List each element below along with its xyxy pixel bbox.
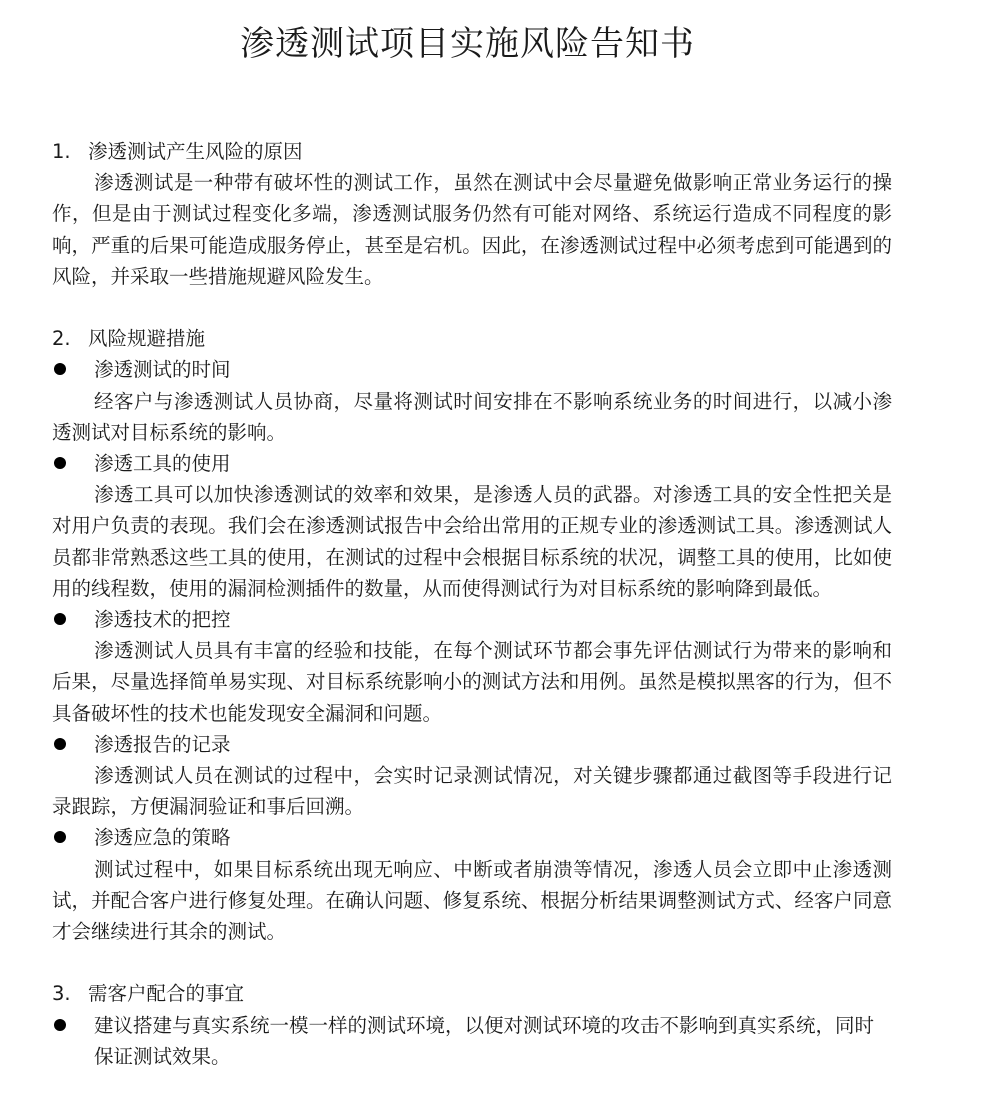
bullet-dot-icon bbox=[54, 363, 66, 375]
section-1-paragraph: 渗透测试是一种带有破坏性的测试工作，虽然在测试中会尽量避免做影响正常业务运行的操作，但是由于测试过程变化多端，渗透测试服务仍然有可能对网络、系统运行造成不同程度的影响，严重的后果可能造成服务停止，甚至是宕机。因此，在渗透测试过程中必须考虑到可能遇到的风险，并采取一些措施规避风险发生。 bbox=[52, 171, 892, 288]
bullet-paragraph: 经客户与渗透测试人员协商，尽量将测试时间安排在不影响系统业务的时间进行，以减小渗透测试对目标系统的影响。 bbox=[52, 389, 892, 444]
bullet-dot-icon bbox=[54, 738, 66, 750]
bullet-paragraph: 测试过程中，如果目标系统出现无响应、中断或者崩溃等情况，渗透人员会立即中止渗透测试，并配合客户进行修复处理。在确认问题、修复系统、根据分析结果调整测试方式、经客户同意才会继续进行其余的测试。 bbox=[52, 857, 892, 944]
section-heading-text: 渗透测试产生风险的原因 bbox=[88, 140, 303, 163]
bullet-dot-icon bbox=[54, 457, 66, 469]
bullet-item-test-environment bbox=[52, 1010, 892, 1072]
bullet-paragraph: 渗透测试人员在测试的过程中，会实时记录测试情况，对关键步骤都通过截图等手段进行记录跟踪，方便漏洞验证和事后回溯。 bbox=[52, 764, 892, 819]
section-spacer bbox=[52, 292, 892, 323]
bullet-item-report-record bbox=[52, 729, 892, 760]
bullet-paragraph: 渗透工具可以加快渗透测试的效率和效果，是渗透人员的武器。对渗透工具的安全性把关是对用户负责的表现。我们会在渗透测试报告中会给出常用的正规专业的渗透测试工具。渗透测试人员都非常熟悉这些工具的使用，在测试的过程中会根据目标系统的状况，调整工具的使用，比如使用的线程数，使用的漏洞检测插件的数量，从而使得测试行为对目标系统的影响降到最低。 bbox=[52, 483, 892, 600]
bullet-item-test-time bbox=[52, 354, 892, 385]
bullet-item-technique-control bbox=[52, 604, 892, 635]
bullet-dot-icon bbox=[54, 613, 66, 625]
bullet-paragraph: 渗透测试人员具有丰富的经验和技能，在每个测试环节都会事先评估测试行为带来的影响和后果，尽量选择简单易实现、对目标系统影响小的测试方法和用例。虽然是模拟黑客的行为，但不具备破坏性的技术也能发现安全漏洞和问题。 bbox=[52, 639, 892, 725]
bullet-dot-icon bbox=[54, 831, 66, 843]
bullet-title: 渗透工具的使用 bbox=[94, 451, 231, 475]
document-title: 渗透测试项目实施风险告知书 bbox=[240, 24, 695, 64]
section-heading-text: 需客户配合的事宜 bbox=[88, 982, 245, 1006]
section-heading-3 bbox=[52, 978, 892, 1009]
bullet-dot-icon bbox=[54, 1019, 66, 1031]
section-heading-1 bbox=[52, 136, 892, 167]
bullet-title: 渗透报告的记录 bbox=[94, 732, 231, 756]
bullet-item-tool-usage bbox=[52, 448, 892, 479]
section-heading-text: 风险规避措施 bbox=[88, 327, 206, 351]
section-number: 3. bbox=[52, 982, 71, 1006]
bullet-title: 渗透测试的时间 bbox=[94, 358, 231, 382]
bullet-title: 渗透技术的把控 bbox=[94, 608, 231, 631]
bullet-item-emergency-strategy bbox=[52, 822, 892, 853]
section-heading-2 bbox=[52, 323, 892, 354]
section-spacer bbox=[52, 947, 892, 978]
section-number: 1. bbox=[52, 140, 71, 163]
bullet-title: 渗透应急的策略 bbox=[94, 826, 231, 850]
document-body bbox=[52, 136, 892, 1072]
section-number: 2. bbox=[52, 327, 71, 351]
bullet-text: 建议搭建与真实系统一模一样的测试环境，以便对测试环境的攻击不影响到真实系统，同时保证测试效果。 bbox=[94, 1013, 875, 1068]
